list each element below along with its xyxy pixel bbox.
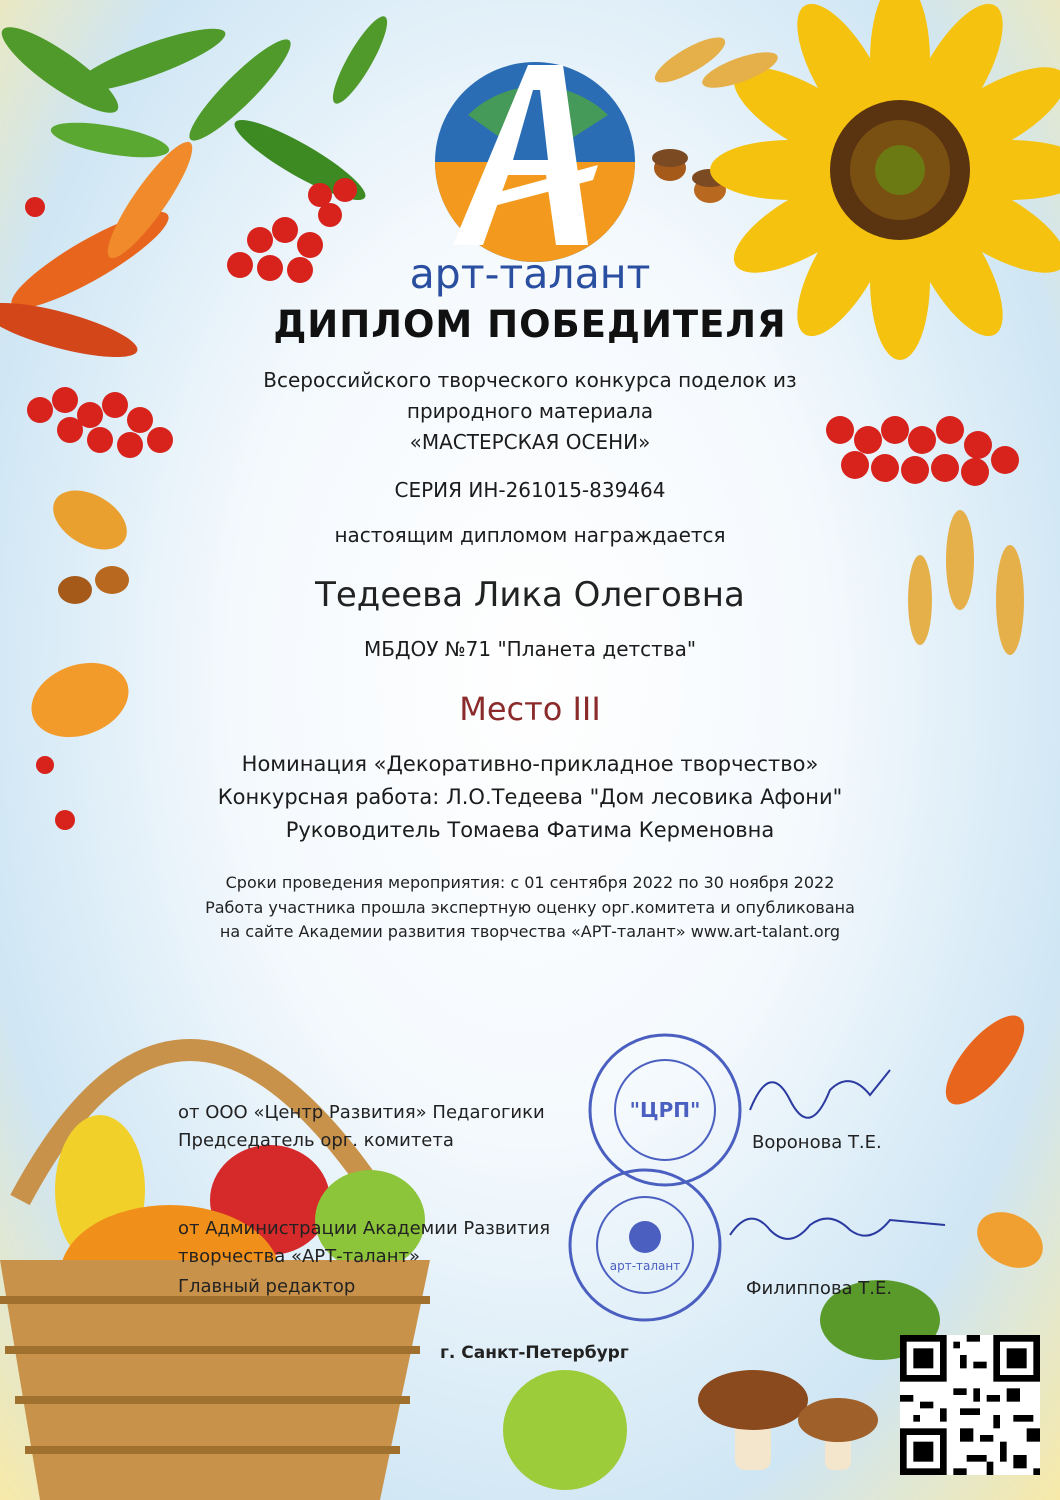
- signer2-line2: творчества «АРТ-талант»: [178, 1246, 420, 1267]
- signer1-line2: Председатель орг. комитета: [178, 1130, 454, 1151]
- mushrooms: [698, 1370, 878, 1470]
- stamp-brand-text: арт-талант: [609, 1259, 681, 1273]
- signer2-line3: Главный редактор: [178, 1276, 356, 1297]
- nomination: Номинация «Декоративно-прикладное творчество»: [241, 752, 819, 776]
- diploma-title: ДИПЛОМ ПОБЕДИТЕЛЯ: [273, 303, 787, 346]
- art-talant-logo: [428, 55, 642, 269]
- signer2-name: Филиппова Т.Е.: [746, 1278, 893, 1299]
- green-apple: [503, 1370, 627, 1490]
- signer1-line1: от ООО «Центр Развития» Педагогики: [178, 1102, 545, 1123]
- signer2-line1: от Администрации Академии Развития: [178, 1218, 551, 1239]
- awarded-text: настоящим дипломом награждается: [334, 523, 726, 547]
- review-text: Работа участника прошла экспертную оценку орг.комитета и опубликована: [205, 898, 855, 917]
- art-talant-stamp: [565, 1165, 725, 1325]
- contest-line-1: Всероссийского творческого конкурса поделок из: [263, 368, 797, 392]
- qr-code[interactable]: [900, 1335, 1040, 1475]
- series-number: СЕРИЯ ИН-261015-839464: [394, 478, 666, 502]
- stamp-crp-text: "ЦРП": [629, 1098, 701, 1122]
- organization: МБДОУ №71 "Планета детства": [363, 637, 697, 661]
- signature-voronova: [740, 1050, 900, 1130]
- leader: Руководитель Томаева Фатима Керменовна: [285, 818, 775, 842]
- winner-name: Тедеева Лика Олеговна: [315, 575, 745, 615]
- site-text: на сайте Академии развития творчества «АРТ-талант» www.art-talant.org: [219, 922, 841, 941]
- place: Место III: [459, 690, 601, 728]
- signature-filippova: [720, 1195, 950, 1265]
- green-leaves: [0, 11, 395, 212]
- city: г. Санкт-Петербург: [440, 1343, 629, 1363]
- brand-name: арт-талант: [409, 250, 651, 298]
- event-dates: Сроки проведения мероприятия: с 01 сентября 2022 по 30 ноября 2022: [225, 873, 835, 892]
- contest-line-3: «МАСТЕРСКАЯ ОСЕНИ»: [409, 430, 651, 454]
- signer1-name: Воронова Т.Е.: [752, 1132, 882, 1153]
- contest-work: Конкурсная работа: Л.О.Тедеева "Дом лесовика Афони": [217, 785, 843, 809]
- contest-line-2: природного материала: [406, 399, 654, 423]
